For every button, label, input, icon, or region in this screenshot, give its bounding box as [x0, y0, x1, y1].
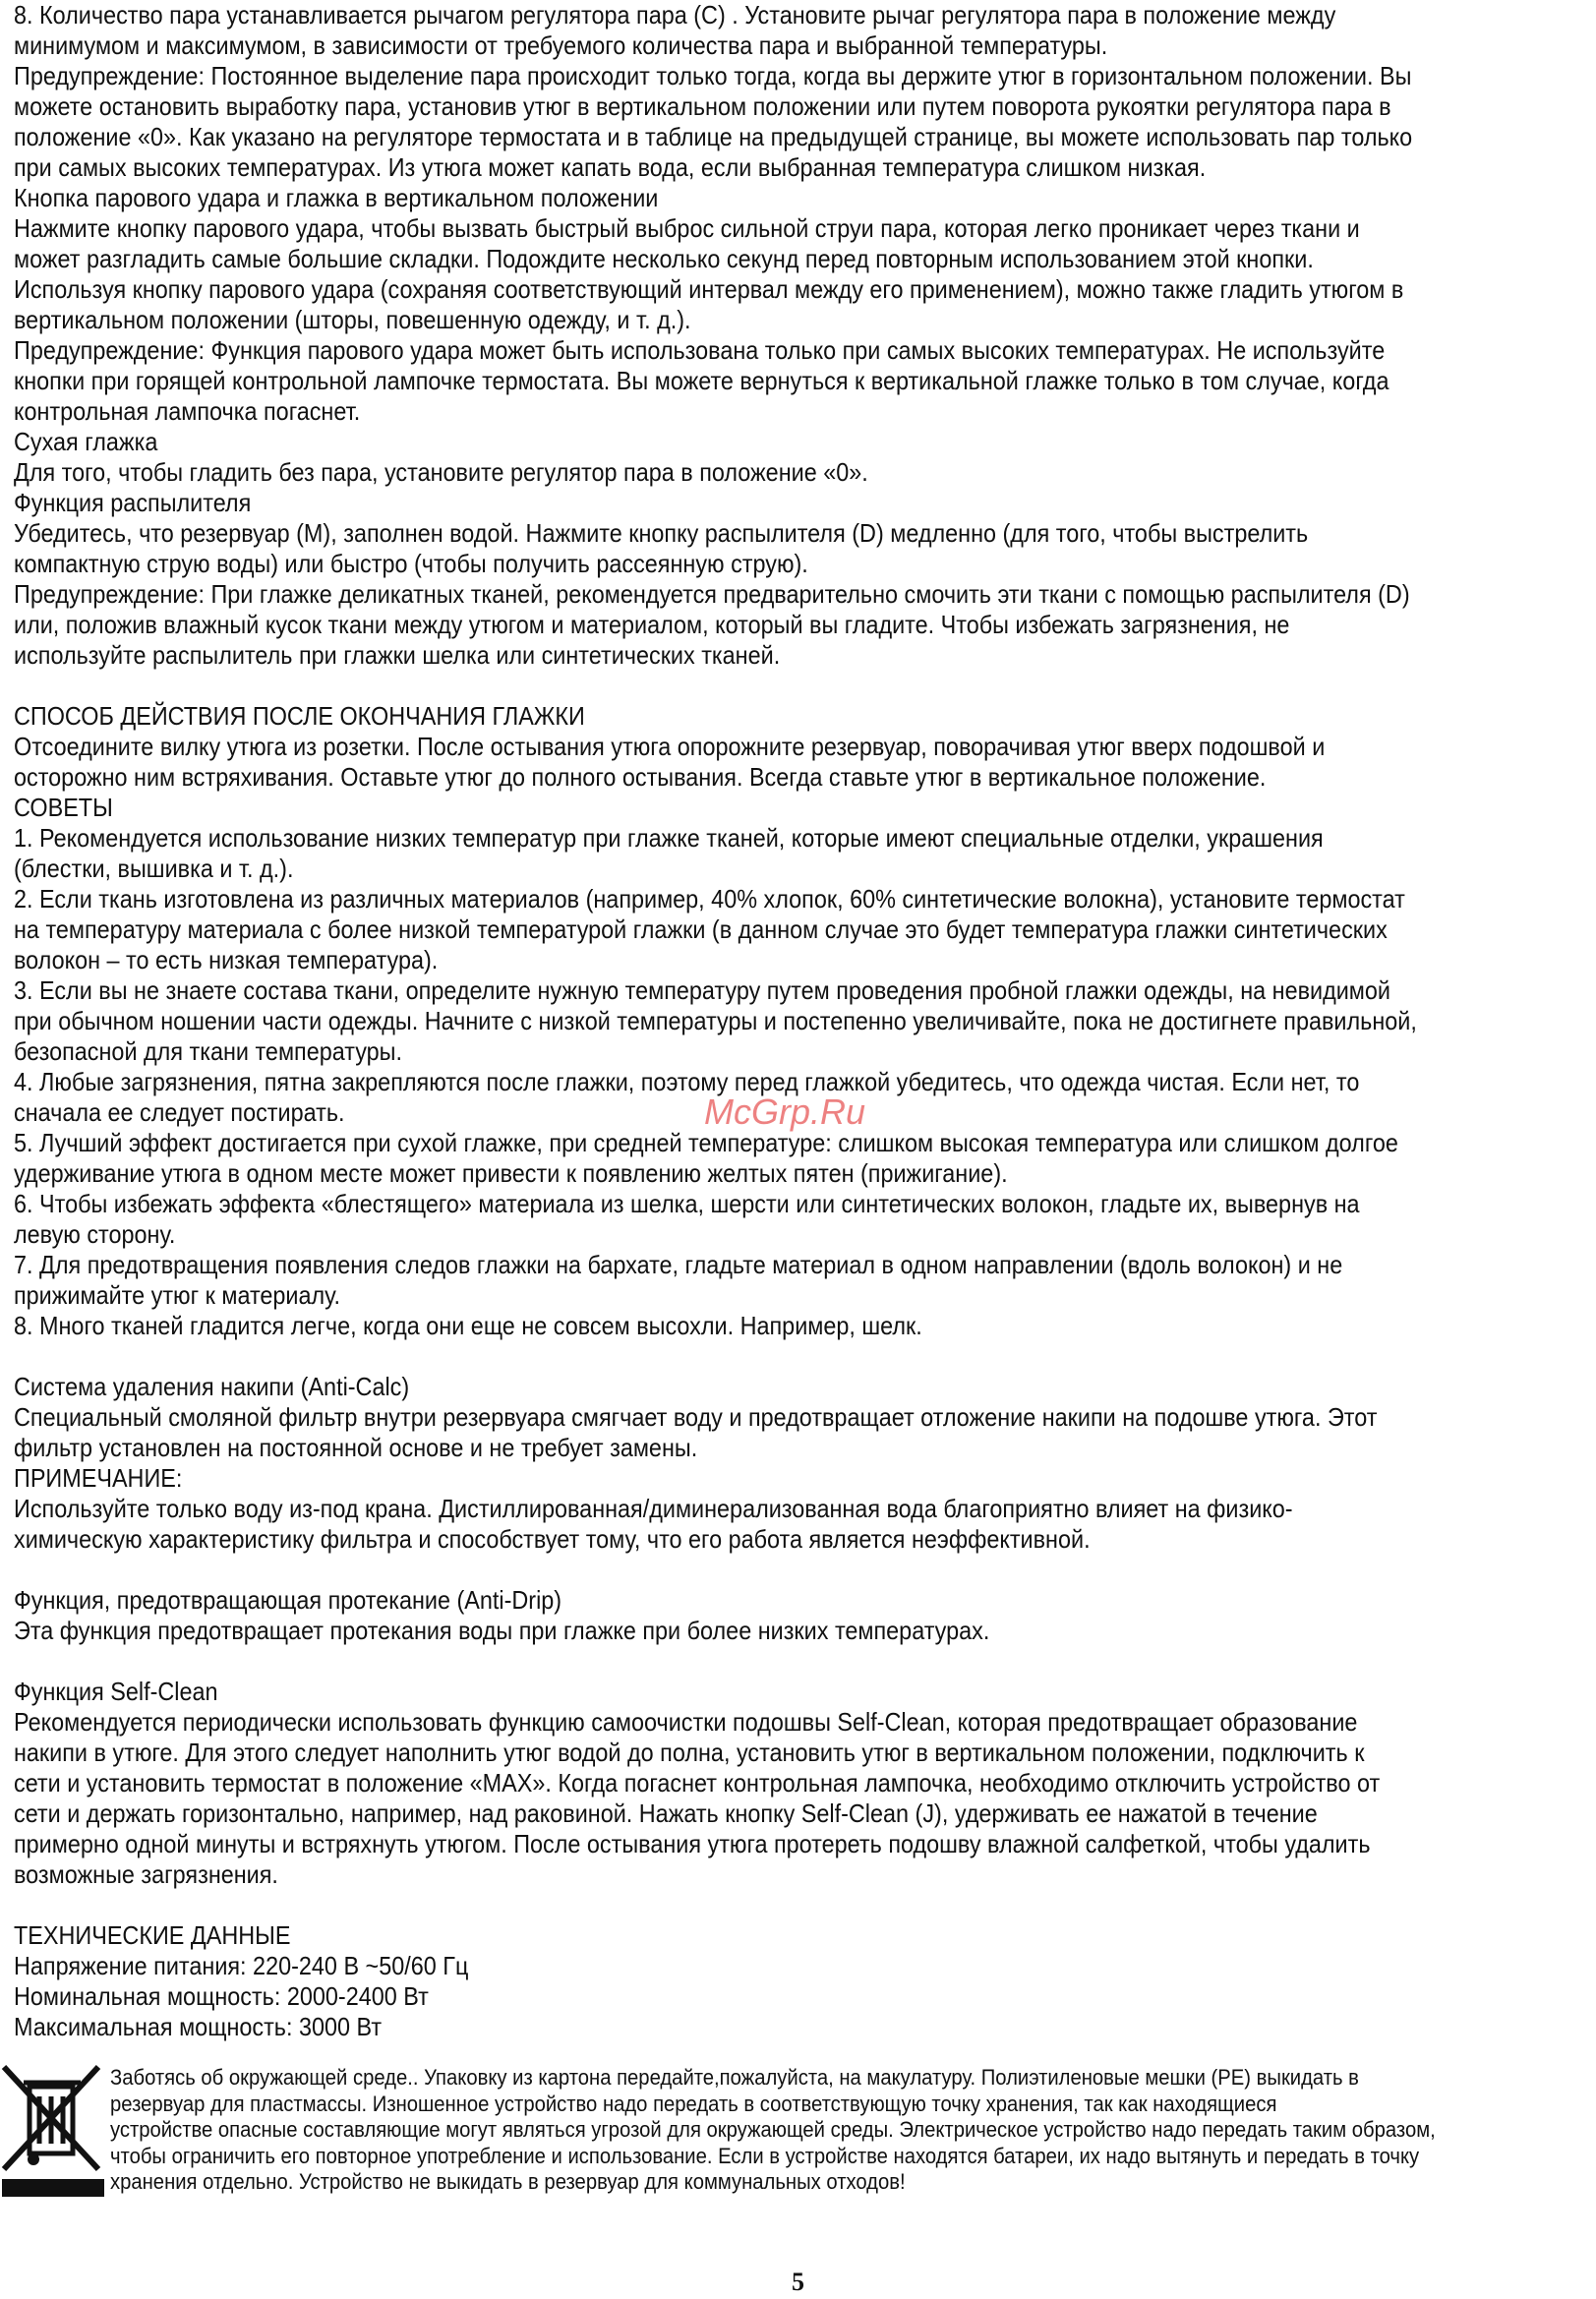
text-line: Функция, предотвращающая протекание (Anti-Drip) — [14, 1585, 562, 1615]
recycling-line: чтобы ограничить его повторное употребление и использование. Если в устройстве находятся батареи, их надо вытянуть и передать в точку — [110, 2143, 1420, 2168]
text-line: 8. Количество пара устанавливается рычагом регулятора пара (C) . Установите рычаг регулятора пара в положение между — [14, 0, 1336, 29]
text-line: Номинальная мощность: 2000-2400 Вт — [14, 1981, 429, 2011]
text-line: может разгладить самые большие складки. Подождите несколько секунд перед повторным использованием этой кнопки. — [14, 244, 1314, 273]
text-line: удерживание утюга в одном месте может привести к появлению желтых пятен (прижигание). — [14, 1158, 1008, 1188]
text-line: Максимальная мощность: 3000 Вт — [14, 2012, 383, 2041]
text-line: Эта функция предотвращает протекания воды при глажке при более низких температурах. — [14, 1616, 990, 1645]
text-line: волокон – то есть низкая температура). — [14, 945, 439, 974]
text-line: на температуру материала с более низкой температурой глажки (в данном случае это будет температура глажки синтетических — [14, 914, 1388, 944]
text-line: Система удаления накипи (Anti-Calc) — [14, 1372, 410, 1401]
text-line: Функция распылителя — [14, 488, 252, 517]
text-line: СПОСОБ ДЕЙСТВИЯ ПОСЛЕ ОКОНЧАНИЯ ГЛАЖКИ — [14, 701, 585, 731]
text-line: сначала ее следует постирать. — [14, 1097, 345, 1127]
manual-page-body — [14, 0, 1589, 2042]
text-line: Используйте только воду из-под крана. Дистиллированная/диминерализованная вода благоприятно влияет на физико- — [14, 1494, 1293, 1523]
text-line: (блестки, вышивка и т. д.). — [14, 854, 294, 883]
text-line: химическую характеристику фильтра и способствует тому, что его работа является неэффективной. — [14, 1524, 1091, 1554]
text-line: при самых высоких температурах. Из утюга может капать вода, если выбранная температура слишком низкая. — [14, 152, 1207, 182]
watermark: McGrp.Ru — [704, 1091, 866, 1132]
text-line: Сухая глажка — [14, 427, 158, 456]
blank-line — [14, 1341, 1589, 1372]
text-line: Предупреждение: Постоянное выделение пара происходит только тогда, когда вы держите утюг в горизонтальном положении. Вы — [14, 61, 1412, 90]
crossed-out-wheelie-bin-icon — [0, 2061, 108, 2199]
text-line: накипи в утюге. Для этого следует наполнить утюг водой до полна, установить утюг в вертикальном положении, подключить к — [14, 1738, 1365, 1767]
text-line: при обычном ношении части одежды. Начните с низкой температуры и постепенно увеличивайте, пока не достигнете правильной, — [14, 1006, 1417, 1035]
recycling-line: хранения отдельно. Устройство не выкидать в резервуар для коммунальных отходов! — [110, 2169, 906, 2194]
text-line: используйте распылитель при глажки шелка или синтетических тканей. — [14, 640, 781, 670]
text-line: минимумом и максимумом, в зависимости от требуемого количества пара и выбранной температуры. — [14, 30, 1108, 60]
text-line: левую сторону. — [14, 1219, 176, 1249]
text-line: фильтр установлен на постоянной основе и не требует замены. — [14, 1433, 698, 1462]
text-line: сети и держать горизонтально, например, над раковиной. Нажать кнопку Self-Clean (J), удерживать ее нажатой в течение — [14, 1798, 1318, 1828]
text-line: Функция Self-Clean — [14, 1677, 218, 1706]
text-line: осторожно ним встряхивания. Оставьте утюг до полного остывания. Всегда ставьте утюг в вертикальное положение. — [14, 762, 1267, 792]
text-line: 4. Любые загрязнения, пятна закрепляются после глажки, поэтому перед глажкой убедитесь, что одежда чистая. Если нет, то — [14, 1067, 1360, 1096]
text-line: Для того, чтобы гладить без пара, установите регулятор пара в положение «0». — [14, 457, 868, 487]
text-line: вертикальном положении (шторы, повешенную одежду, и т. д.). — [14, 305, 691, 334]
recycling-line: Заботясь об окружающей среде.. Упаковку из картона передайте,пожалуйста, на макулатуру. Полиэтиленовые мешки (PE) выкидать в — [110, 2065, 1359, 2090]
text-line: компактную струю воды) или быстро (чтобы получить рассеянную струю). — [14, 549, 808, 578]
text-line: Используя кнопку парового удара (сохраняя соответствующий интервал между его применением), можно также гладить утюгом в — [14, 274, 1404, 304]
text-line: Рекомендуется периодически использовать функцию самоочистки подошвы Self-Clean, которая предотвращает образование — [14, 1707, 1358, 1737]
page-number: 5 — [792, 2268, 804, 2296]
text-line: 8. Много тканей гладится легче, когда они еще не совсем высохли. Например, шелк. — [14, 1311, 922, 1340]
text-line: контрольная лампочка погаснет. — [14, 396, 361, 426]
text-line: Предупреждение: Функция парового удара может быть использована только при самых высоких температурах. Не используйте — [14, 335, 1386, 365]
blank-line — [14, 1890, 1589, 1920]
text-line: 1. Рекомендуется использование низких температур при глажке тканей, которые имеют специальные отделки, украшения — [14, 823, 1324, 853]
text-line: кнопки при горящей контрольной лампочке термостата. Вы можете вернуться к вертикальной глажке только в том случае, когда — [14, 366, 1389, 395]
text-line: Специальный смоляной фильтр внутри резервуара смягчает воду и предотвращает отложение накипи на подошве утюга. Этот — [14, 1402, 1378, 1432]
text-line: 2. Если ткань изготовлена из различных материалов (например, 40% хлопок, 60% синтетические волокна), установите термостат — [14, 884, 1405, 914]
recycling-line: устройстве опасные составляющие могут являться угрозой для окружающей среды. Электрическое устройство надо передать таким образом, — [110, 2117, 1436, 2142]
text-line: Нажмите кнопку парового удара, чтобы вызвать быстрый выброс сильной струи пара, которая легко проникает через ткани и — [14, 213, 1360, 243]
text-line: можете остановить выработку пара, установив утюг в вертикальном положении или путем поворота рукоятки регулятора пара в — [14, 91, 1391, 121]
text-line: возможные загрязнения. — [14, 1859, 278, 1889]
text-line: Напряжение питания: 220-240 В ~50/60 Гц — [14, 1951, 469, 1980]
text-line: примерно одной минуты и встряхнуть утюгом. После остывания утюга протереть подошву влажной салфеткой, чтобы удалить — [14, 1829, 1371, 1858]
text-line: Кнопка парового удара и глажка в вертикальном положении — [14, 183, 659, 212]
text-line: ТЕХНИЧЕСКИЕ ДАННЫЕ — [14, 1920, 291, 1950]
text-line: Убедитесь, что резервуар (M), заполнен водой. Нажмите кнопку распылителя (D) медленно (для того, чтобы выстрелить — [14, 518, 1309, 548]
blank-line — [14, 671, 1589, 701]
text-line: сети и установить термостат в положение «MAX». Когда погаснет контрольная лампочка, необходимо отключить устройство от — [14, 1768, 1381, 1798]
text-line: 6. Чтобы избежать эффекта «блестящего» материала из шелка, шерсти или синтетических волокон, гладьте их, вывернув на — [14, 1189, 1360, 1218]
text-line: безопасной для ткани температуры. — [14, 1036, 402, 1066]
text-line: 3. Если вы не знаете состава ткани, определите нужную температуру путем проведения пробной глажки одежды, на невидимой — [14, 975, 1390, 1005]
text-line: Предупреждение: При глажке деликатных тканей, рекомендуется предварительно смочить эти ткани с помощью распылителя (D) — [14, 579, 1410, 609]
text-line: ПРИМЕЧАНИЕ: — [14, 1463, 183, 1493]
blank-line — [14, 1646, 1589, 1677]
text-line: прижимайте утюг к материалу. — [14, 1280, 341, 1310]
text-line: Отсоедините вилку утюга из розетки. После остывания утюга опорожните резервуар, поворачивая утюг вверх подошвой и — [14, 732, 1326, 761]
text-line: положение «0». Как указано на регуляторе термостата и в таблице на предыдущей странице, вы можете использовать пар только — [14, 122, 1413, 151]
text-line: 7. Для предотвращения появления следов глажки на бархате, гладьте материал в одном направлении (вдоль волокон) и не — [14, 1250, 1343, 1279]
text-line: 5. Лучший эффект достигается при сухой глажке, при средней температуре: слишком высокая температура или слишком долгое — [14, 1128, 1398, 1157]
recycling-line: резервуар для пластмассы. Изношенное устройство надо передать в соответствующую точку хранения, так как находящиеся — [110, 2091, 1277, 2116]
blank-line — [14, 1555, 1589, 1585]
text-line: или, положив влажный кусок ткани между утюгом и материалом, который вы гладите. Чтобы избежать загрязнения, не — [14, 610, 1290, 639]
text-line: СОВЕТЫ — [14, 793, 113, 822]
recycling-notice — [110, 2065, 1521, 2196]
